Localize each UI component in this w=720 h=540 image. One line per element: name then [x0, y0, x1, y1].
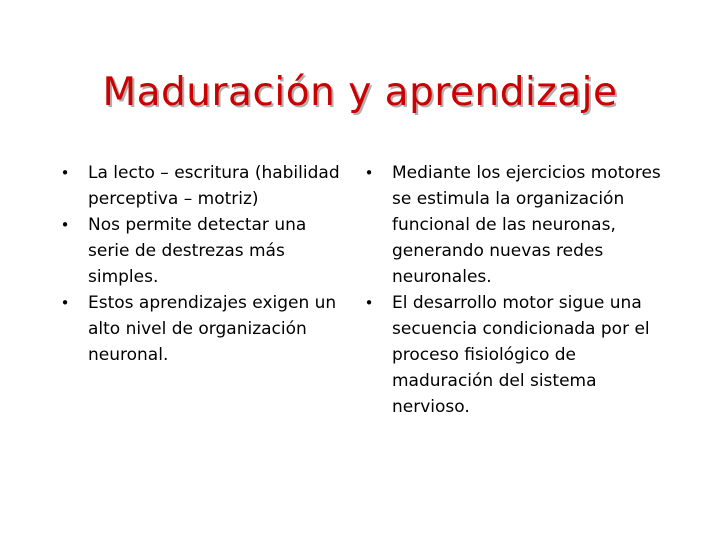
left-bullet-list — [58, 160, 348, 368]
list-item-text: El desarrollo motor sigue una secuencia condicionada por el proceso fisiológico de maduración del sistema nervioso. — [392, 293, 650, 417]
list-item-text: La lecto – escritura (habilidad perceptiva – motriz) — [88, 163, 340, 209]
bullet-icon: • — [364, 294, 374, 312]
list-item-text: Estos aprendizajes exigen un alto nivel de organización neuronal. — [88, 293, 337, 365]
list-item — [58, 212, 348, 290]
bullet-icon: • — [60, 216, 70, 234]
list-item-text: Mediante los ejercicios motores se estimula la organización funcional de las neuronas, generando nuevas redes neuronales. — [392, 163, 661, 287]
right-bullet-list — [362, 160, 662, 420]
bullet-icon: • — [60, 294, 70, 312]
list-item — [58, 290, 348, 368]
list-item — [362, 290, 662, 420]
list-item-text: Nos permite detectar una serie de destrezas más simples. — [88, 215, 307, 287]
bullet-icon: • — [364, 164, 374, 182]
bullet-icon: • — [60, 164, 70, 182]
slide-title: Maduración y aprendizaje — [102, 70, 618, 115]
list-item — [362, 160, 662, 290]
list-item — [58, 160, 348, 212]
